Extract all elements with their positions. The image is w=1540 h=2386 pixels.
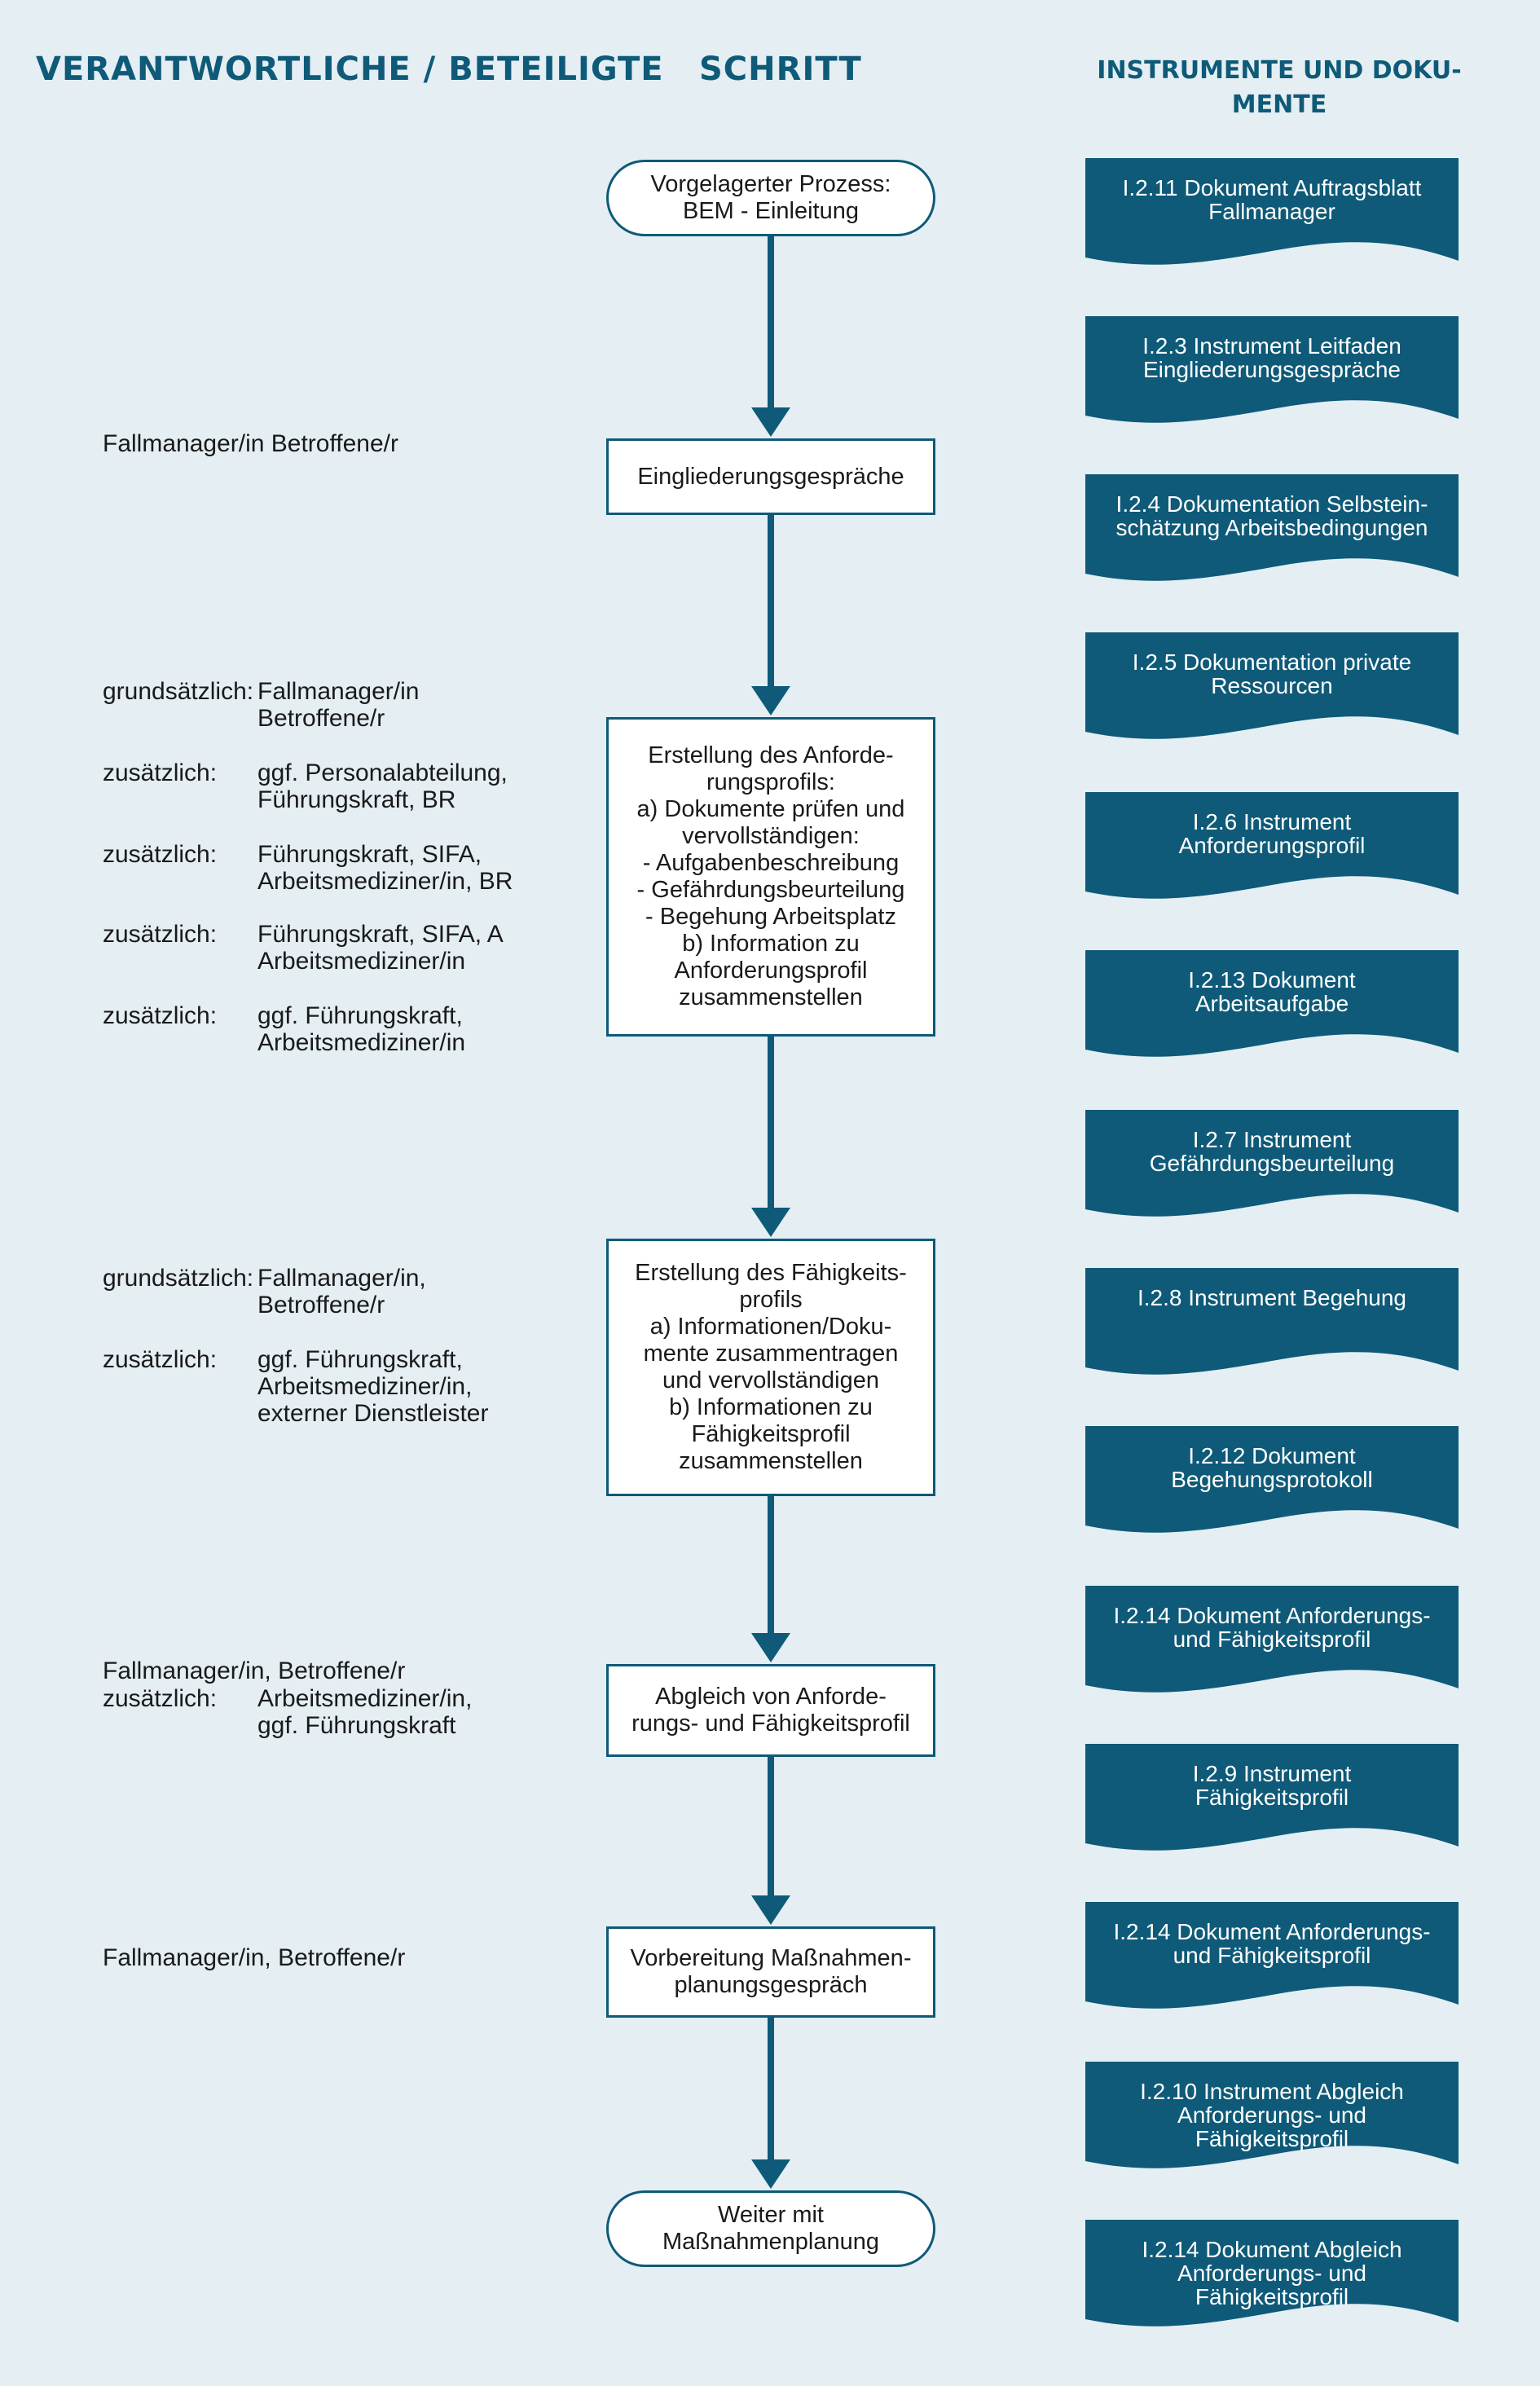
resp-entry <box>103 921 592 978</box>
step-6-text: Vorbereitung Maßnahmen- planungsgespräch <box>630 1945 912 1998</box>
step-4-text: Erstellung des Fähigkeits- profils a) Informationen/Doku- mente zusammentragen und vervollständigen b) Informationen zu Fähigkeitsprofil zusammenstellen <box>635 1260 907 1474</box>
resp-entry <box>103 759 592 817</box>
resp-entry <box>103 1944 592 1977</box>
header-instruments-text: INSTRUMENTE UND DOKU- MENTE <box>1097 56 1462 119</box>
connector-1 <box>751 236 790 437</box>
resp-who: Führungskraft, SIFA, A Arbeitsmediziner/in <box>257 921 504 975</box>
document-item <box>1085 2062 1459 2172</box>
document-label: I.2.8 Instrument Begehung <box>1137 1285 1406 1310</box>
resp-label: zusätzlich: <box>103 1346 218 1373</box>
document-item <box>1085 1426 1459 1537</box>
document-label: I.2.5 Dokumentation private Ressourcen <box>1132 649 1412 698</box>
document-item <box>1085 158 1459 269</box>
document-label: I.2.7 Instrument Gefährdungsbeurteilung <box>1149 1127 1395 1176</box>
resp-who: Fallmanager/in Betroffene/r <box>257 678 420 732</box>
document-label: I.2.10 Instrument Abgleich Anforderungs- und Fähigkeitsprofil <box>1140 2079 1404 2151</box>
document-item <box>1085 1110 1459 1221</box>
resp-label: Fallmanager/in, Betroffene/r <box>103 1657 406 1684</box>
resp-who: ggf. Führungskraft, Arbeitsmediziner/in <box>257 1002 466 1056</box>
step-3-text: Erstellung des Anforde- rungsprofils: a) Dokumente prüfen und vervollständigen: - Aufgabenbeschreibung - Gefährdungsbeurteilung - Begehung Arbeitsplatz b) Information zu Anforderungsprofil zusammenstellen <box>636 742 905 1010</box>
step-end-text: Weiter mit Maßnahmenplanung <box>662 2202 879 2255</box>
resp-entry <box>103 1685 592 1742</box>
document-label: I.2.14 Dokument Anforderungs- und Fähigkeitsprofil <box>1113 1919 1431 1968</box>
resp-label: zusätzlich: <box>103 759 218 786</box>
connector-3 <box>751 1037 790 1237</box>
document-item <box>1085 474 1459 585</box>
resp-label: grundsätzlich: <box>103 678 254 705</box>
step-eingliederungsgespraeche <box>606 438 935 515</box>
document-item <box>1085 1902 1459 2013</box>
document-label: I.2.4 Dokumentation Selbstein- schätzung Arbeitsbedingungen <box>1115 491 1428 540</box>
resp-label: Fallmanager/in, Betroffene/r <box>103 1944 406 1971</box>
resp-entry <box>103 430 592 463</box>
document-item <box>1085 632 1459 743</box>
document-item <box>1085 316 1459 427</box>
resp-who: ggf. Personalabteilung, Führungskraft, BR <box>257 759 508 813</box>
document-label: I.2.14 Dokument Anforderungs- und Fähigkeitsprofil <box>1113 1603 1431 1652</box>
document-label: I.2.12 Dokument Begehungsprotokoll <box>1171 1443 1373 1492</box>
step-end <box>606 2190 935 2267</box>
connector-4 <box>751 1496 790 1662</box>
resp-who: Führungskraft, SIFA, Arbeitsmediziner/in, BR <box>257 841 513 895</box>
document-item <box>1085 950 1459 1061</box>
connector-5 <box>751 1757 790 1925</box>
connector-2 <box>751 515 790 715</box>
step-start-text: Vorgelagerter Prozess: BEM - Einleitung <box>650 171 891 224</box>
header-step: SCHRITT <box>699 51 862 88</box>
document-item <box>1085 792 1459 903</box>
document-label: I.2.3 Instrument Leitfaden Eingliederungsgespräche <box>1142 333 1401 382</box>
step-anforderungsprofil <box>606 717 935 1037</box>
step-abgleich <box>606 1664 935 1757</box>
step-vorbereitung <box>606 1926 935 2018</box>
document-label: I.2.9 Instrument Fähigkeitsprofil <box>1192 1761 1352 1810</box>
document-item <box>1085 2220 1459 2331</box>
document-label: I.2.14 Dokument Abgleich Anforderungs- und Fähigkeitsprofil <box>1142 2237 1402 2309</box>
resp-who: Arbeitsmediziner/in, ggf. Führungskraft <box>257 1685 473 1739</box>
step-2-text: Eingliederungsgespräche <box>637 463 904 490</box>
document-item <box>1085 1744 1459 1855</box>
step-start <box>606 160 935 236</box>
resp-label: zusätzlich: <box>103 1002 218 1029</box>
resp-label: zusätzlich: <box>103 921 218 948</box>
connector-6 <box>751 2018 790 2189</box>
resp-entry <box>103 841 592 898</box>
resp-label: Fallmanager/in Betroffene/r <box>103 430 398 457</box>
header-responsibles: VERANTWORTLICHE / BETEILIGTE <box>36 51 664 88</box>
step-faehigkeitsprofil <box>606 1239 935 1496</box>
resp-label: zusätzlich: <box>103 1685 218 1712</box>
resp-entry <box>103 1265 592 1322</box>
document-label: I.2.13 Dokument Arbeitsaufgabe <box>1188 967 1356 1016</box>
resp-entry <box>103 1002 592 1059</box>
document-label: I.2.11 Dokument Auftragsblatt Fallmanager <box>1122 175 1422 224</box>
resp-who: Fallmanager/in, Betroffene/r <box>257 1265 426 1318</box>
document-item <box>1085 1586 1459 1697</box>
resp-label: zusätzlich: <box>103 841 218 868</box>
document-label: I.2.6 Instrument Anforderungsprofil <box>1178 809 1366 858</box>
resp-who: ggf. Führungskraft, Arbeitsmediziner/in, externer Dienstleister <box>257 1346 489 1427</box>
document-item <box>1085 1268 1459 1379</box>
resp-entry <box>103 1346 592 1431</box>
step-5-text: Abgleich von Anforde- rungs- und Fähigkeitsprofil <box>631 1684 910 1737</box>
resp-entry <box>103 678 592 735</box>
resp-label: grundsätzlich: <box>103 1265 254 1292</box>
